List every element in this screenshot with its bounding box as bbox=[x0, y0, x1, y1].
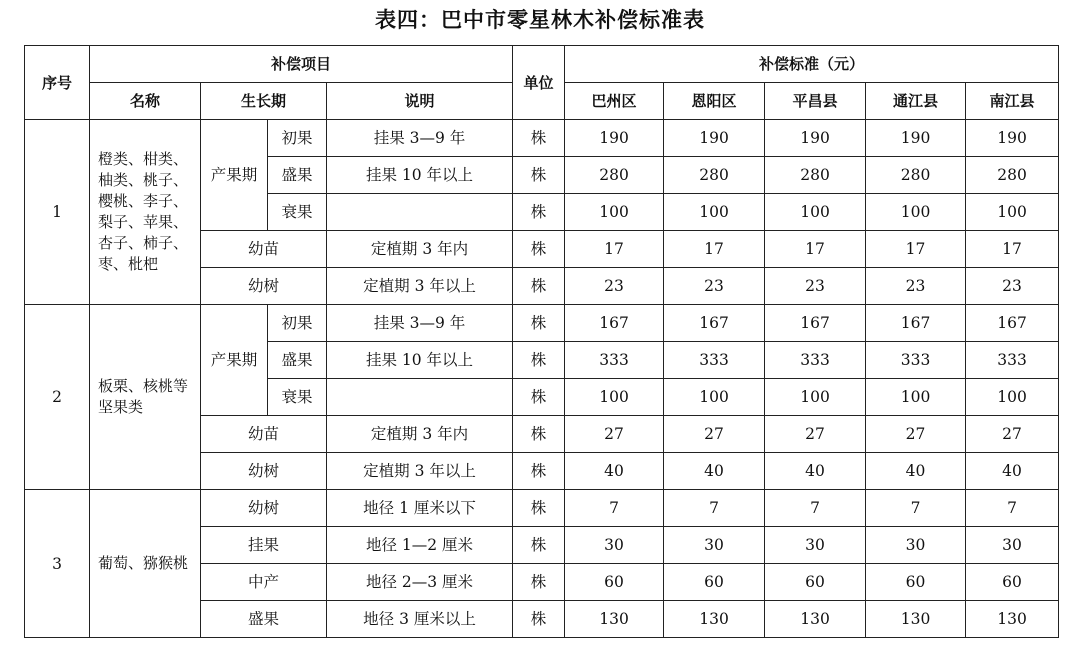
row-description: 定植期 3 年以上 bbox=[327, 268, 513, 305]
row-seq: 2 bbox=[25, 305, 90, 490]
row-growth-period: 中产 bbox=[201, 564, 327, 601]
row-value: 30 bbox=[565, 527, 664, 564]
row-value: 190 bbox=[565, 120, 664, 157]
row-value: 100 bbox=[765, 379, 866, 416]
row-growth-period: 幼苗 bbox=[201, 416, 327, 453]
row-value: 30 bbox=[866, 527, 966, 564]
row-unit: 株 bbox=[513, 453, 565, 490]
row-value: 130 bbox=[966, 601, 1059, 638]
row-value: 100 bbox=[966, 194, 1059, 231]
row-value: 333 bbox=[664, 342, 765, 379]
row-value: 27 bbox=[966, 416, 1059, 453]
row-value: 130 bbox=[866, 601, 966, 638]
row-value: 23 bbox=[765, 268, 866, 305]
row-value: 7 bbox=[565, 490, 664, 527]
row-value: 100 bbox=[966, 379, 1059, 416]
row-value: 27 bbox=[664, 416, 765, 453]
row-unit: 株 bbox=[513, 120, 565, 157]
row-value: 280 bbox=[664, 157, 765, 194]
header-growth-period: 生长期 bbox=[201, 83, 327, 120]
table-row bbox=[25, 490, 1059, 527]
row-unit: 株 bbox=[513, 231, 565, 268]
row-value: 17 bbox=[966, 231, 1059, 268]
row-growth-period: 幼树 bbox=[201, 453, 327, 490]
row-seq: 3 bbox=[25, 490, 90, 638]
row-unit: 株 bbox=[513, 305, 565, 342]
table-row bbox=[25, 305, 1059, 342]
header-district: 恩阳区 bbox=[664, 83, 765, 120]
row-value: 167 bbox=[664, 305, 765, 342]
header-compensation-item: 补偿项目 bbox=[90, 46, 513, 83]
row-value: 27 bbox=[765, 416, 866, 453]
row-value: 130 bbox=[664, 601, 765, 638]
row-value: 100 bbox=[565, 379, 664, 416]
header-compensation-standard: 补偿标准（元） bbox=[565, 46, 1059, 83]
row-growth-period: 幼树 bbox=[201, 490, 327, 527]
row-value: 7 bbox=[664, 490, 765, 527]
row-value: 190 bbox=[664, 120, 765, 157]
header-district: 南江县 bbox=[966, 83, 1059, 120]
row-description: 挂果 10 年以上 bbox=[327, 157, 513, 194]
row-value: 280 bbox=[866, 157, 966, 194]
row-value: 190 bbox=[866, 120, 966, 157]
header-name: 名称 bbox=[90, 83, 201, 120]
header-row-1 bbox=[25, 46, 1059, 83]
row-value: 130 bbox=[565, 601, 664, 638]
row-description: 定植期 3 年以上 bbox=[327, 453, 513, 490]
row-description: 挂果 3—9 年 bbox=[327, 305, 513, 342]
row-value: 333 bbox=[866, 342, 966, 379]
table-row bbox=[25, 120, 1059, 157]
row-value: 60 bbox=[765, 564, 866, 601]
row-description: 地径 1 厘米以下 bbox=[327, 490, 513, 527]
row-description: 地径 2—3 厘米 bbox=[327, 564, 513, 601]
row-value: 333 bbox=[765, 342, 866, 379]
row-value: 40 bbox=[565, 453, 664, 490]
header-district: 通江县 bbox=[866, 83, 966, 120]
header-unit: 单位 bbox=[513, 46, 565, 120]
row-stage: 产果期 bbox=[201, 120, 268, 231]
row-unit: 株 bbox=[513, 157, 565, 194]
row-value: 100 bbox=[765, 194, 866, 231]
row-value: 23 bbox=[565, 268, 664, 305]
row-growth-period: 盛果 bbox=[201, 601, 327, 638]
row-value: 60 bbox=[966, 564, 1059, 601]
row-value: 30 bbox=[765, 527, 866, 564]
row-value: 167 bbox=[866, 305, 966, 342]
row-value: 100 bbox=[565, 194, 664, 231]
row-value: 280 bbox=[565, 157, 664, 194]
row-growth-period: 挂果 bbox=[201, 527, 327, 564]
compensation-table bbox=[24, 45, 1059, 638]
row-unit: 株 bbox=[513, 564, 565, 601]
row-value: 27 bbox=[565, 416, 664, 453]
row-value: 333 bbox=[565, 342, 664, 379]
row-unit: 株 bbox=[513, 268, 565, 305]
row-value: 280 bbox=[966, 157, 1059, 194]
row-substage: 衰果 bbox=[268, 194, 327, 231]
row-value: 190 bbox=[966, 120, 1059, 157]
row-value: 167 bbox=[765, 305, 866, 342]
row-value: 40 bbox=[866, 453, 966, 490]
row-unit: 株 bbox=[513, 416, 565, 453]
row-value: 60 bbox=[866, 564, 966, 601]
row-value: 40 bbox=[664, 453, 765, 490]
row-value: 40 bbox=[966, 453, 1059, 490]
row-value: 30 bbox=[664, 527, 765, 564]
row-value: 190 bbox=[765, 120, 866, 157]
row-value: 167 bbox=[966, 305, 1059, 342]
row-growth-period: 幼苗 bbox=[201, 231, 327, 268]
row-substage: 初果 bbox=[268, 120, 327, 157]
row-name: 葡萄、猕猴桃 bbox=[90, 490, 201, 638]
row-value: 17 bbox=[866, 231, 966, 268]
row-value: 60 bbox=[664, 564, 765, 601]
row-description: 挂果 3—9 年 bbox=[327, 120, 513, 157]
row-value: 333 bbox=[966, 342, 1059, 379]
row-description bbox=[327, 194, 513, 231]
table-title: 表四：巴中市零星林木补偿标准表 bbox=[375, 8, 705, 32]
row-value: 27 bbox=[866, 416, 966, 453]
row-description: 定植期 3 年内 bbox=[327, 231, 513, 268]
row-value: 167 bbox=[565, 305, 664, 342]
row-value: 40 bbox=[765, 453, 866, 490]
row-value: 100 bbox=[866, 379, 966, 416]
row-stage: 产果期 bbox=[201, 305, 268, 416]
row-description: 地径 1—2 厘米 bbox=[327, 527, 513, 564]
row-description: 挂果 10 年以上 bbox=[327, 342, 513, 379]
row-unit: 株 bbox=[513, 379, 565, 416]
row-value: 7 bbox=[966, 490, 1059, 527]
row-value: 60 bbox=[565, 564, 664, 601]
row-seq: 1 bbox=[25, 120, 90, 305]
header-description: 说明 bbox=[327, 83, 513, 120]
row-value: 100 bbox=[866, 194, 966, 231]
row-description: 地径 3 厘米以上 bbox=[327, 601, 513, 638]
row-value: 17 bbox=[765, 231, 866, 268]
row-value: 7 bbox=[866, 490, 966, 527]
row-substage: 初果 bbox=[268, 305, 327, 342]
row-unit: 株 bbox=[513, 490, 565, 527]
header-seq: 序号 bbox=[25, 46, 90, 120]
header-district: 平昌县 bbox=[765, 83, 866, 120]
row-value: 7 bbox=[765, 490, 866, 527]
row-value: 17 bbox=[565, 231, 664, 268]
row-name: 橙类、柑类、柚类、桃子、樱桃、李子、梨子、苹果、杏子、柿子、枣、枇杷 bbox=[90, 120, 201, 305]
row-unit: 株 bbox=[513, 194, 565, 231]
row-value: 23 bbox=[866, 268, 966, 305]
row-value: 17 bbox=[664, 231, 765, 268]
row-value: 30 bbox=[966, 527, 1059, 564]
row-description: 定植期 3 年内 bbox=[327, 416, 513, 453]
row-name: 板栗、核桃等坚果类 bbox=[90, 305, 201, 490]
row-value: 23 bbox=[966, 268, 1059, 305]
row-substage: 盛果 bbox=[268, 342, 327, 379]
row-unit: 株 bbox=[513, 527, 565, 564]
row-value: 100 bbox=[664, 379, 765, 416]
header-district: 巴州区 bbox=[565, 83, 664, 120]
row-value: 23 bbox=[664, 268, 765, 305]
row-value: 100 bbox=[664, 194, 765, 231]
row-substage: 衰果 bbox=[268, 379, 327, 416]
row-unit: 株 bbox=[513, 601, 565, 638]
row-description bbox=[327, 379, 513, 416]
row-value: 130 bbox=[765, 601, 866, 638]
row-growth-period: 幼树 bbox=[201, 268, 327, 305]
row-value: 280 bbox=[765, 157, 866, 194]
row-unit: 株 bbox=[513, 342, 565, 379]
row-substage: 盛果 bbox=[268, 157, 327, 194]
